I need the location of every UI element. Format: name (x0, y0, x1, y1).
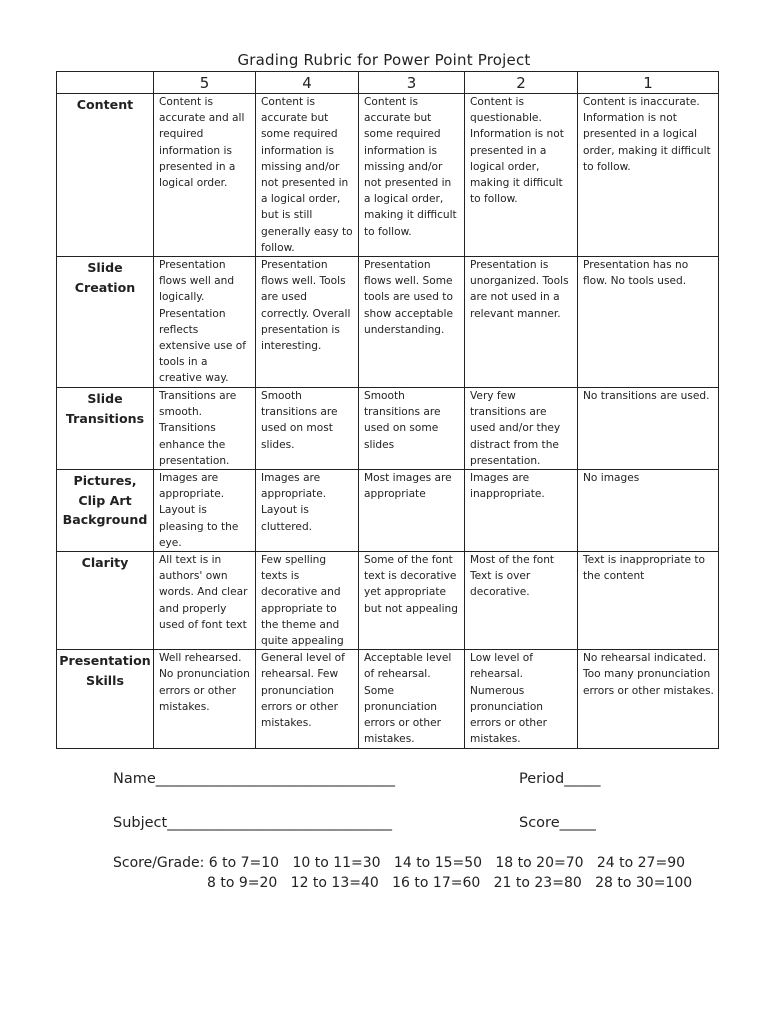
rubric-cell: Presentation flows well. Some tools are used to show acceptable understanding. (359, 257, 465, 388)
rubric-row-slide-creation (57, 257, 719, 388)
rubric-cell: Some of the font text is decorative yet appropriate but not appealing (359, 552, 465, 650)
score-header: 2 (465, 72, 578, 94)
rubric-cell: Smooth transitions are used on most slides. (256, 388, 359, 470)
name-field[interactable]: Name_________________________________ (113, 771, 396, 787)
rubric-row-content (57, 94, 719, 257)
criterion-label: Slide Transitions (57, 388, 154, 470)
rubric-row-pictures (57, 470, 719, 552)
rubric-cell: Images are appropriate. Layout is cluttered. (256, 470, 359, 552)
rubric-cell: Presentation flows well and logically. Presentation reflects extensive use of tools in a creative way. (154, 257, 256, 388)
rubric-cell: Acceptable level of rehearsal. Some pronunciation errors or other mistakes. (359, 650, 465, 748)
rubric-cell: General level of rehearsal. Few pronunciation errors or other mistakes. (256, 650, 359, 748)
rubric-cell: All text is in authors' own words. And clear and properly used of font text (154, 552, 256, 650)
rubric-cell: Few spelling texts is decorative and appropriate to the theme and quite appealing (256, 552, 359, 650)
score-header: 5 (154, 72, 256, 94)
rubric-cell: Content is accurate but some required information is missing and/or not presented in a logical order, but is still generally easy to follow. (256, 94, 359, 257)
rubric-cell: Content is inaccurate. Information is not presented in a logical order, making it difficult to follow. (578, 94, 719, 257)
rubric-cell: Images are appropriate. Layout is pleasing to the eye. (154, 470, 256, 552)
rubric-cell: No rehearsal indicated. Too many pronunciation errors or other mistakes. (578, 650, 719, 748)
rubric-cell: Presentation flows well. Tools are used correctly. Overall presentation is interesting. (256, 257, 359, 388)
period-field[interactable]: Period_____ (519, 771, 601, 787)
rubric-cell: Most images are appropriate (359, 470, 465, 552)
rubric-table (56, 71, 719, 749)
criterion-label: Pictures, Clip Art Background (57, 470, 154, 552)
rubric-cell: Smooth transitions are used on some slides (359, 388, 465, 470)
rubric-cell: Presentation has no flow. No tools used. (578, 257, 719, 388)
rubric-row-clarity (57, 552, 719, 650)
grade-scale-line-1: Score/Grade: 6 to 7=10 10 to 11=30 14 to 15=50 18 to 20=70 24 to 27=90 (113, 855, 686, 871)
rubric-cell: Content is accurate but some required information is missing and/or not presented in a logical order, making it difficult to follow. (359, 94, 465, 257)
rubric-cell: No images (578, 470, 719, 552)
rubric-row-slide-transitions (57, 388, 719, 470)
criterion-label: Slide Creation (57, 257, 154, 388)
rubric-cell: Most of the font Text is over decorative. (465, 552, 578, 650)
corner-cell (57, 72, 154, 94)
rubric-cell: Very few transitions are used and/or they distract from the presentation. (465, 388, 578, 470)
rubric-cell: Text is inappropriate to the content (578, 552, 719, 650)
score-header: 1 (578, 72, 719, 94)
criterion-label: Presentation Skills (57, 650, 154, 748)
rubric-cell: No transitions are used. (578, 388, 719, 470)
rubric-row-presentation-skills (57, 650, 719, 748)
subject-field[interactable]: Subject_______________________________ (113, 815, 392, 831)
document-title: Grading Rubric for Power Point Project (237, 51, 531, 69)
score-header: 3 (359, 72, 465, 94)
grade-scale-line-2: 8 to 9=20 12 to 13=40 16 to 17=60 21 to 23=80 28 to 30=100 (207, 875, 693, 891)
rubric-cell: Well rehearsed. No pronunciation errors or other mistakes. (154, 650, 256, 748)
rubric-cell: Low level of rehearsal. Numerous pronunciation errors or other mistakes. (465, 650, 578, 748)
header-row (57, 72, 719, 94)
rubric-cell: Content is questionable. Information is not presented in a logical order, making it difficult to follow. (465, 94, 578, 257)
score-field[interactable]: Score_____ (519, 815, 596, 831)
rubric-cell: Images are inappropriate. (465, 470, 578, 552)
rubric-cell: Transitions are smooth. Transitions enhance the presentation. (154, 388, 256, 470)
criterion-label: Clarity (57, 552, 154, 650)
rubric-cell: Presentation is unorganized. Tools are not used in a relevant manner. (465, 257, 578, 388)
rubric-cell: Content is accurate and all required information is presented in a logical order. (154, 94, 256, 257)
criterion-label: Content (57, 94, 154, 257)
score-header: 4 (256, 72, 359, 94)
